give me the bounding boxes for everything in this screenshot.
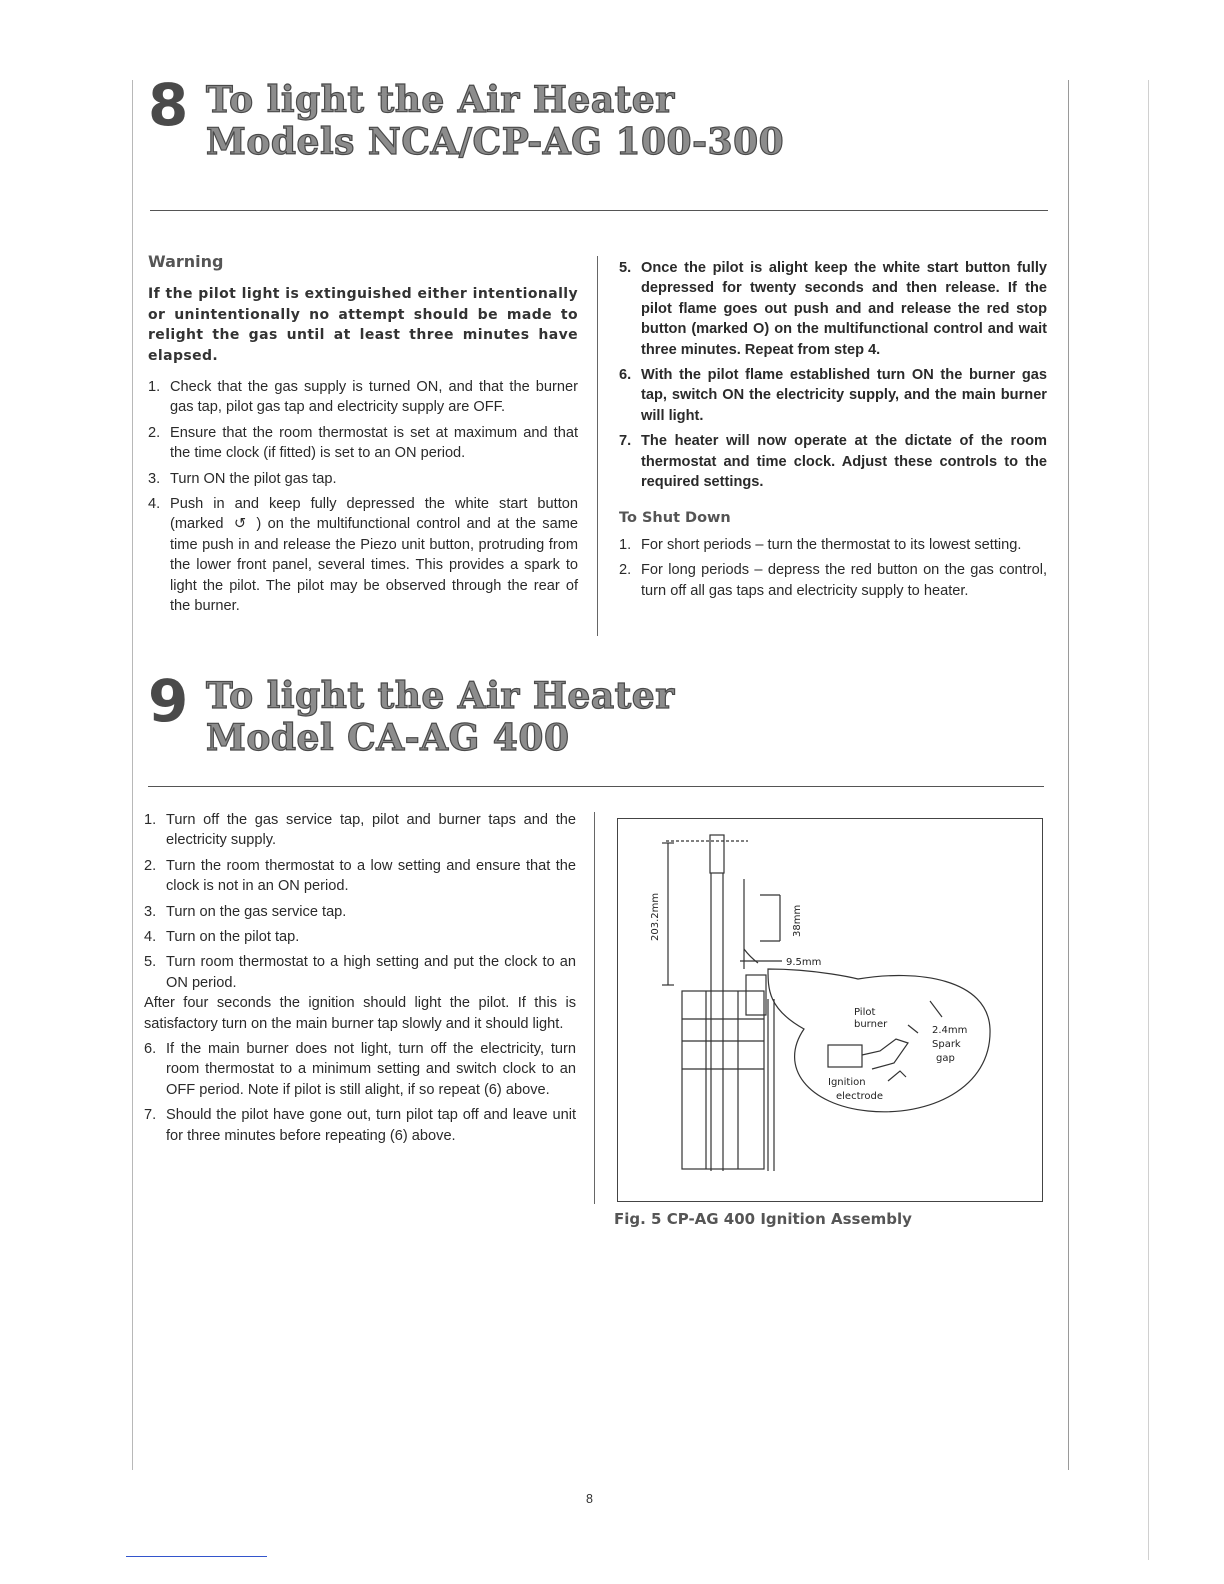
- ignition-assembly-drawing: [618, 819, 1042, 1201]
- list-item: 1. Turn off the gas service tap, pilot and burner taps and the electricity supply.: [144, 812, 576, 849]
- left-margin-rule: [132, 80, 133, 1470]
- spark-label: Spark: [932, 1039, 961, 1050]
- dim-9-5mm-label: 9.5mm: [786, 957, 822, 968]
- figure-caption: Fig. 5 CP-AG 400 Ignition Assembly: [614, 1210, 912, 1228]
- list-item: 1. For short periods – turn the thermostat to its lowest setting.: [619, 536, 1022, 553]
- right-margin-rule: [1068, 80, 1069, 1470]
- section-9-steps-b: [144, 1039, 576, 1146]
- section-9-steps-a: [144, 810, 576, 993]
- list-item: 3. Turn on the gas service tap.: [144, 903, 347, 920]
- section-8-number: 8: [148, 71, 189, 139]
- section-8-steps-left: [148, 377, 578, 616]
- section-8-title-line1: To light the Air Heater: [206, 79, 675, 121]
- electrode-block: [828, 1045, 862, 1067]
- pilot-label: Pilot: [854, 1007, 876, 1018]
- list-item: 7. The heater will now operate at the dictate of the room thermostat and time clock. Adjust these controls to the required settings.: [619, 433, 1047, 491]
- pilot-head: [746, 975, 766, 1015]
- list-item: 6. With the pilot flame established turn ON the burner gas tap, switch ON the electricity supply, and the main burner will light.: [619, 367, 1047, 424]
- section-8-steps-right: [619, 258, 1047, 492]
- list-item: 2. Turn the room thermostat to a low setting and ensure that the clock is not in an ON period.: [144, 857, 576, 895]
- list-item: 6. If the main burner does not light, turn off the electricity, turn room thermostat to a minimum setting and switch clock to an OFF period. Note if pilot is still alight, if so repeat (6) above.: [144, 1041, 576, 1098]
- gap-size-label: 2.4mm: [932, 1025, 968, 1036]
- warning-heading: Warning: [148, 252, 224, 271]
- shutdown-heading: To Shut Down: [619, 510, 731, 527]
- list-item: 2. For long periods – depress the red button on the gas control, turn off all gas taps and electricity supply to heater.: [619, 562, 1047, 599]
- section-9-title-line2: Model CA-AG 400: [206, 717, 570, 759]
- list-item: 5. Turn room thermostat to a high setting and put the clock to an ON period.: [144, 954, 576, 991]
- section-8-left-column: [148, 252, 578, 622]
- section-9-left-column: [144, 810, 576, 1151]
- section-8-title-line2: Models NCA/CP-AG 100-300: [206, 121, 785, 163]
- section-8-right-column: [619, 258, 1047, 606]
- start-button-symbol-icon: ↺: [233, 516, 247, 533]
- list-item: 2. Ensure that the room thermostat is set at maximum and that the time clock (if fitted) is set to an ON period.: [148, 424, 578, 462]
- dim-38mm-label: 38mm: [792, 904, 803, 937]
- ignition-label: Ignition: [828, 1077, 866, 1088]
- list-item: 4. Turn on the pilot tap.: [144, 929, 300, 946]
- right-edge-rule: [1148, 80, 1149, 1560]
- dim-height-label: 203.2mm: [650, 892, 661, 941]
- warning-text: If the pilot light is extinguished either intentionally or unintentionally no attempt should be made to relight the gas until at least three minutes have elapsed.: [148, 286, 578, 364]
- page-number: 8: [586, 1492, 593, 1506]
- section-9-divider: [148, 786, 1044, 787]
- gap-label: gap: [936, 1053, 955, 1064]
- section-9-number: 9: [148, 667, 189, 735]
- list-item: 3. Turn ON the pilot gas tap.: [148, 470, 337, 487]
- list-item: 7. Should the pilot have gone out, turn pilot tap off and leave unit for three minutes before repeating (6) above.: [144, 1107, 576, 1144]
- list-item: 4. Push in and keep fully depressed the white start button (marked ↺ ) on the multifunctional control and at the same time push in and release the Piezo unit button, protruding from the lower front panel, several times. This provides a spark to light the pilot. The pilot may be observed through the rear of the burner.: [148, 496, 578, 615]
- burner-label: burner: [854, 1019, 888, 1030]
- ignition-assembly-figure: [617, 818, 1043, 1202]
- section-8-divider: [150, 210, 1048, 211]
- section-8-column-divider: [597, 256, 598, 636]
- footer-link-underline: [126, 1556, 267, 1557]
- list-item: 5. Once the pilot is alight keep the white start button fully depressed for twenty seconds and then release. If the pilot flame goes out push and and release the red stop button (marked O) on the multifunctional control and wait three minutes. Repeat from step 4.: [619, 260, 1047, 358]
- list-item: 1. Check that the gas supply is turned ON, and that the burner gas tap, pilot gas tap and electricity supply are OFF.: [148, 379, 578, 416]
- section-9-title-line1: To light the Air Heater: [206, 675, 675, 717]
- shutdown-steps: [619, 535, 1047, 601]
- section-9-column-divider: [594, 812, 595, 1204]
- ignition-note: After four seconds the ignition should light the pilot. If this is satisfactory turn on the main burner tap slowly and it should light.: [144, 995, 576, 1032]
- electrode-label: electrode: [836, 1091, 884, 1102]
